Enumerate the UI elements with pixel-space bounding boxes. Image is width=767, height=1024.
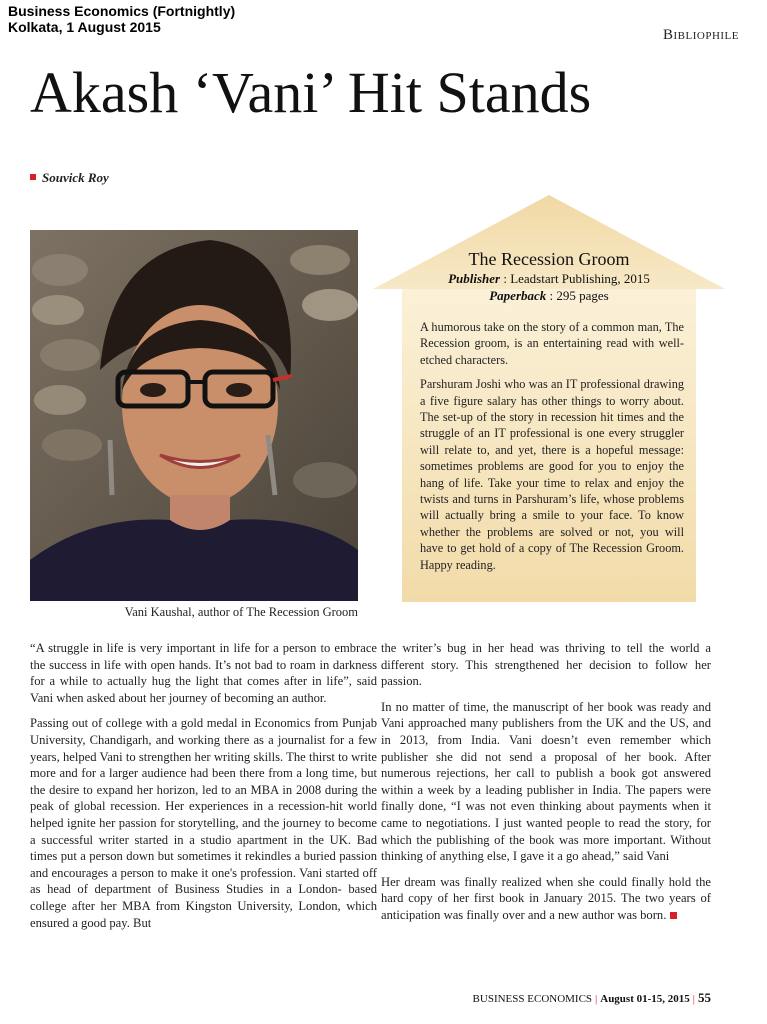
review-paragraph: Parshuram Joshi who was an IT professional drawing a five figure salary has other things to worry about. The set-up of the story in recession hit times and the struggle of an IT professional is one every struggler will relate to, and yet, there is a hopeful message: sometimes problems are good for you to enjoy the hang of life. Take your time to relax and enjoy the twists and turns in Parshuram’s life, whose problems will actually bring a smile to your face. To know whether the problems are solved or not, you will have to get hold of a copy of The Recession Groom. Happy reading. <box>420 377 684 572</box>
publisher-value: : Leadstart Publishing, 2015 <box>503 271 650 286</box>
author-name: Souvick Roy <box>42 170 109 185</box>
book-title: The Recession Groom <box>468 249 630 269</box>
article-column-right <box>381 640 711 933</box>
article-paragraph: Passing out of college with a gold medal in Economics from Punjab University, Chandigarh, and working there as a journalist for a few years, helped Vani to strengthen her writing skills. The thirst to write more and for a larger audience had been there from a long time, but the desire to expand her horizon, led to an MBA in 2008 during the peak of global recession. Her experiences in a recession-hit world helped ignite her passion for storytelling, and the journey to become a successful writer started in a studio apartment in the UK. Bad times put a person down but sometimes it rekindles a buried passion and encourages a person to make it one's profession. Vani started off as head of department of Business Studies in a London- based college after her MBA from Kingston University, London, which ensured a good pay. But <box>30 716 377 930</box>
article-paragraph-text: Her dream was finally realized when she could finally hold the hard copy of her first book in January 2015. The two years of anticipation was finally over and a new author was born. <box>381 874 711 922</box>
footer-divider: | <box>595 993 598 1005</box>
format-label: Paperback <box>489 288 547 303</box>
book-review <box>420 319 684 581</box>
article-paragraph-last <box>381 874 711 924</box>
review-paragraph: A humorous take on the story of a common man, The Recession groom, is an entertaining read with well-etched characters. <box>420 320 684 367</box>
publisher-label: Publisher <box>448 271 501 286</box>
byline-marker-icon <box>30 174 36 180</box>
footer-issue: August 01-15, 2015 <box>600 993 690 1005</box>
section-label: Bibliophile <box>663 27 739 43</box>
photo-caption: Vani Kaushal, author of The Recession Groom <box>124 605 358 619</box>
end-of-article-icon <box>670 912 677 919</box>
article-paragraph: In no matter of time, the manuscript of her book was ready and Vani approached many publishers from the UK and the US, and in 2013, from India. Vani doesn’t even remember which publisher she did not send a proposal of her book. After numerous rejections, her call to publish a book got answered within a week by a leading publisher in India. The papers were finally done, “I was not even thinking about payments when it came to negotiations. I just wanted people to read the story, for which the publishing of the book was more important. Without thinking of anything else, I gave it a go ahead,” said Vani <box>381 699 711 864</box>
book-publisher <box>402 270 696 287</box>
book-box-header <box>402 248 696 304</box>
article-column-left <box>30 640 377 940</box>
format-value: : 295 pages <box>549 288 609 303</box>
publication-source <box>8 3 235 35</box>
page-number: 55 <box>698 990 711 1005</box>
footer-magazine: BUSINESS ECONOMICS <box>472 993 593 1005</box>
author-photo <box>30 230 358 601</box>
publication-dateline: Kolkata, 1 August 2015 <box>8 19 161 35</box>
publication-name: Business Economics (Fortnightly) <box>8 3 236 19</box>
page-footer <box>473 990 711 1006</box>
article-paragraph: “A struggle in life is very important in life for a person to embrace the success in life with open hands. It’s not bad to roam in darkness for a while to actually hug the light that comes after in life”, said Vani when asked about her journey of becoming an author. <box>30 641 377 705</box>
byline <box>30 170 109 186</box>
article-headline: Akash ‘Vani’ Hit Stands <box>30 60 592 125</box>
footer-divider: | <box>692 993 695 1005</box>
article-paragraph: the writer’s bug in her head was thriving to tell the world a different story. This strengthened her decision to follow her passion. <box>381 641 711 689</box>
book-format <box>402 287 696 304</box>
author-portrait-image <box>30 230 358 601</box>
